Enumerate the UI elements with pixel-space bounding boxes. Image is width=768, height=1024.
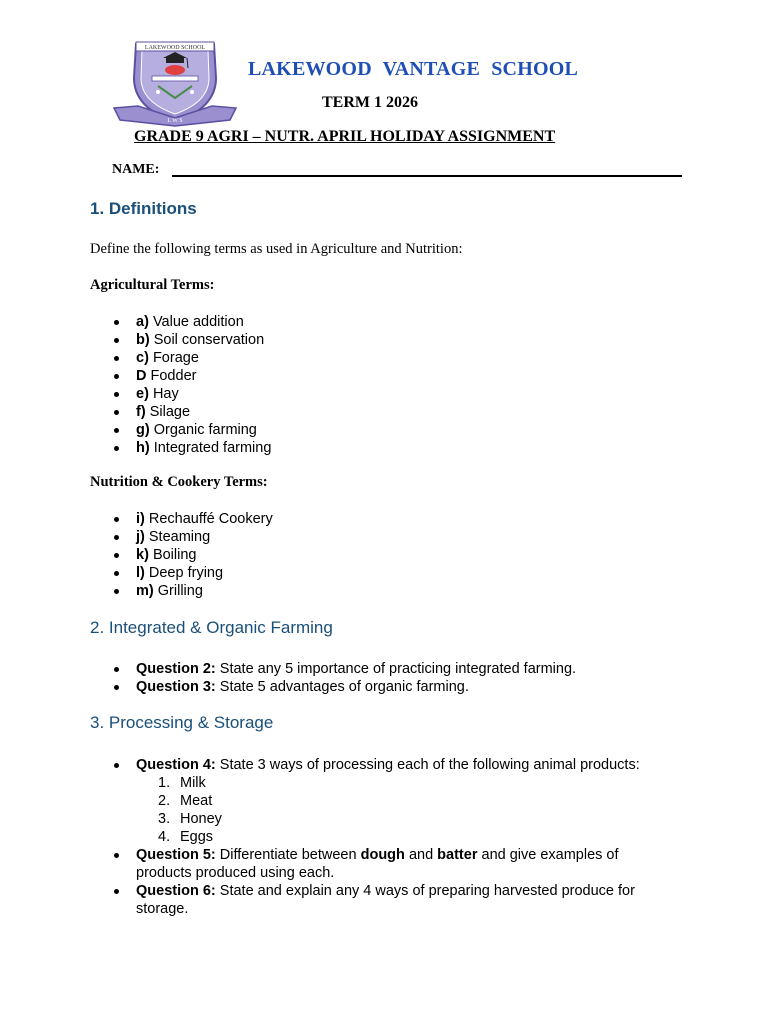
list-item: 3. Honey xyxy=(158,811,222,827)
list-item: Question 2: State any 5 importance of practicing integrated farming. xyxy=(112,660,576,678)
logo-top-text: LAKEWOOD SCHOOL xyxy=(144,45,206,51)
assignment-title: GRADE 9 AGRI – NUTR. APRIL HOLIDAY ASSIGNMENT xyxy=(134,128,556,145)
section2-questions xyxy=(112,660,576,696)
section3-questions xyxy=(112,756,672,918)
name-field-line[interactable] xyxy=(172,175,682,177)
list-item: a) Value addition xyxy=(112,313,271,331)
agri-terms-list xyxy=(112,313,271,457)
list-item: l) Deep frying xyxy=(112,564,273,582)
list-item: g) Organic farming xyxy=(112,421,271,439)
definitions-intro: Define the following terms as used in Agriculture and Nutrition: xyxy=(90,241,463,257)
list-item: k) Boiling xyxy=(112,546,273,564)
name-label: NAME: xyxy=(112,162,160,177)
list-item: Question 5: Differentiate between dough and batter and give examples of products produced using each. xyxy=(112,846,672,882)
list-item: D Fodder xyxy=(112,367,271,385)
section-heading-processing-storage: 3. Processing & Storage xyxy=(90,713,274,732)
list-item: h) Integrated farming xyxy=(112,439,271,457)
term-label: TERM 1 2026 xyxy=(322,94,418,111)
section-heading-definitions: 1. Definitions xyxy=(90,199,197,218)
list-item: b) Soil conservation xyxy=(112,331,271,349)
list-item: Question 3: State 5 advantages of organic farming. xyxy=(112,678,576,696)
list-item: 4. Eggs xyxy=(158,829,214,845)
list-item: e) Hay xyxy=(112,385,271,403)
agri-terms-heading: Agricultural Terms: xyxy=(90,277,215,293)
logo-bottom-text: L W S xyxy=(167,118,183,124)
school-logo xyxy=(108,38,242,128)
list-item: 2. Meat xyxy=(158,793,213,809)
list-item: Question 4: State 3 ways of processing each of the following animal products: 1. Milk 2. Meat 3. Honey 4. Eggs xyxy=(112,756,672,846)
list-item: f) Silage xyxy=(112,403,271,421)
school-name: LAKEWOOD VANTAGE SCHOOL xyxy=(248,58,578,80)
list-item: c) Forage xyxy=(112,349,271,367)
animal-products-list xyxy=(136,774,672,846)
list-item: i) Rechauffé Cookery xyxy=(112,510,273,528)
list-item: m) Grilling xyxy=(112,582,273,600)
section-heading-integrated-organic: 2. Integrated & Organic Farming xyxy=(90,618,333,637)
list-item: j) Steaming xyxy=(112,528,273,546)
nutr-terms-heading: Nutrition & Cookery Terms: xyxy=(90,474,268,490)
list-item: Question 6: State and explain any 4 ways of preparing harvested produce for storage. xyxy=(112,882,672,918)
list-item: 1. Milk xyxy=(158,775,206,791)
nutr-terms-list xyxy=(112,510,273,600)
